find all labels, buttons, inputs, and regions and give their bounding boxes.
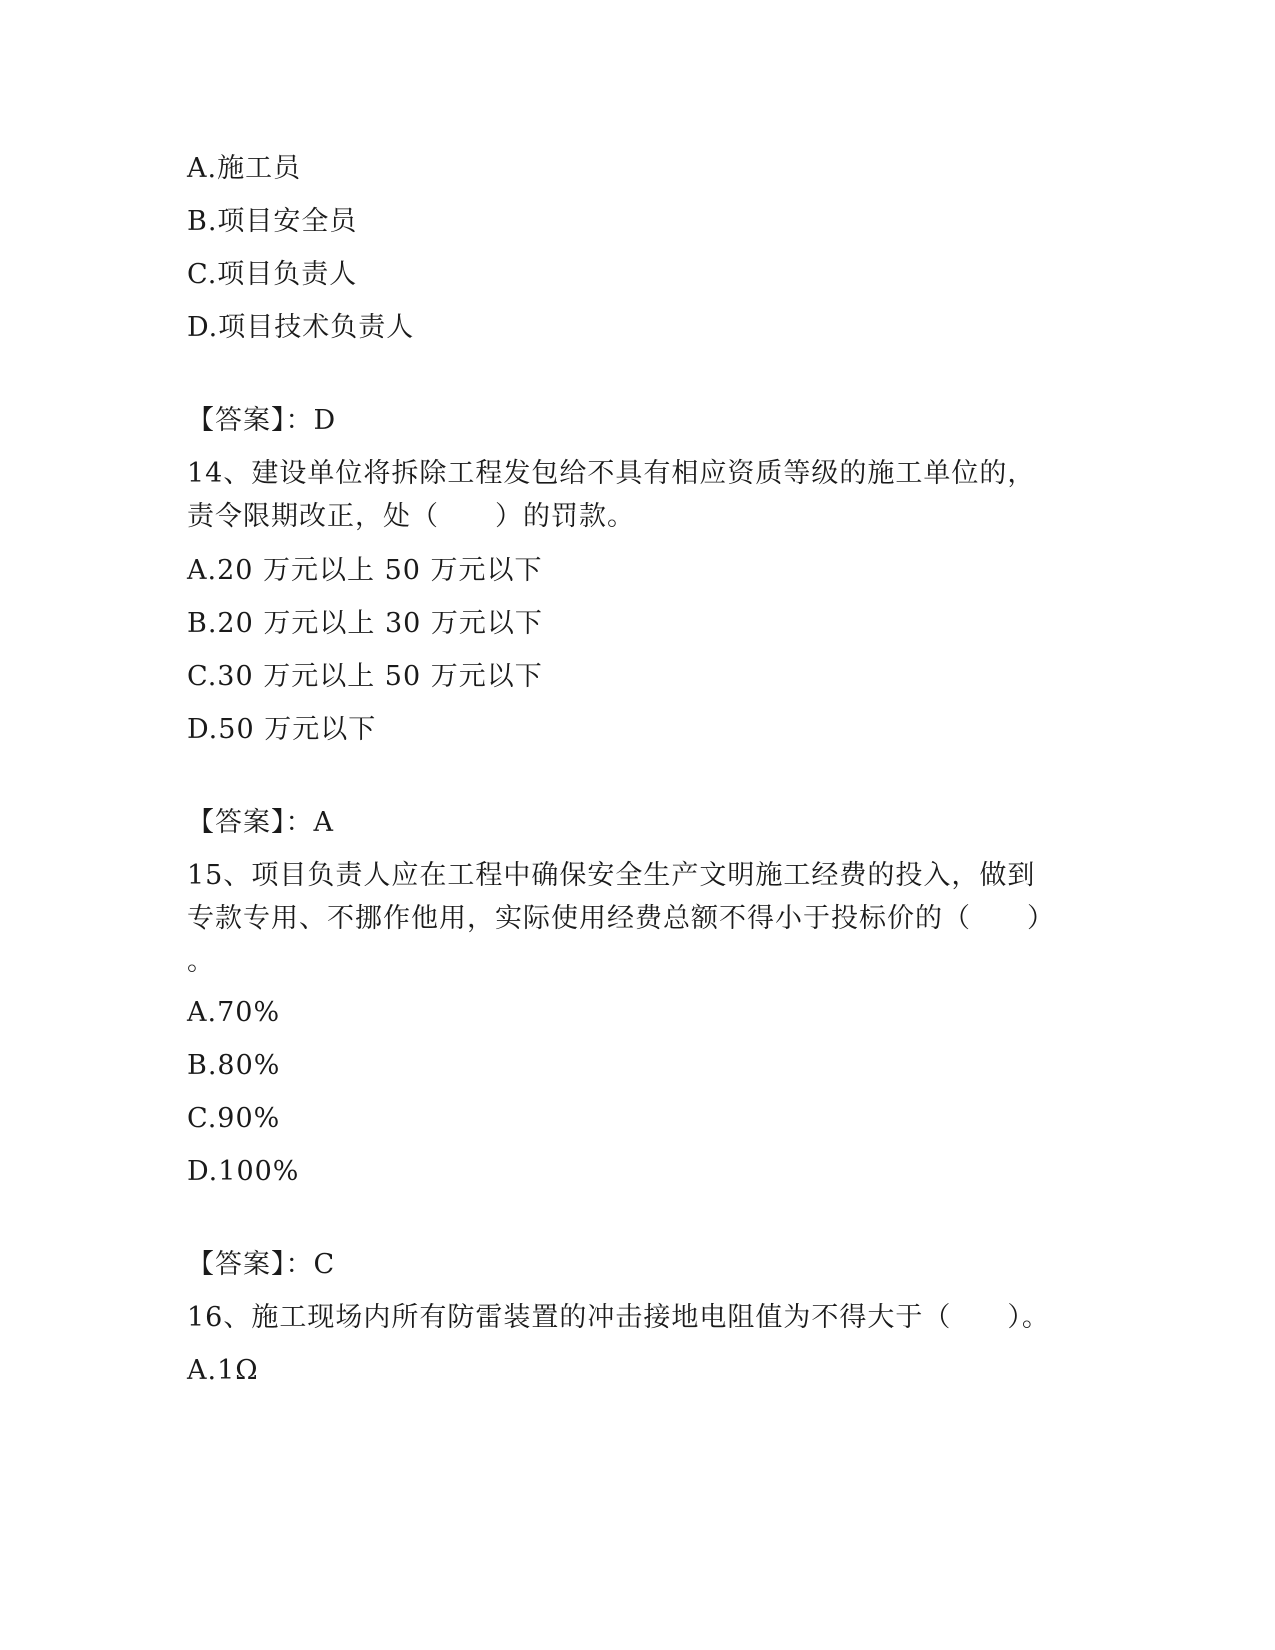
q14-answer: 【答案】：A: [187, 807, 334, 838]
q13-option-b: B.项目安全员: [187, 206, 358, 237]
q15-option-a: A.70%: [187, 997, 281, 1028]
q15-option-b: B.80%: [187, 1050, 281, 1081]
q15-question-line2: 专款专用、不挪作他用，实际使用经费总额不得小于投标价的（ ）: [187, 903, 1055, 934]
q15-question-line3: 。: [187, 946, 215, 977]
q15-option-c: C.90%: [187, 1103, 281, 1134]
q14-option-a: A.20 万元以上 50 万元以下: [187, 555, 543, 586]
q14-question-line2: 责令限期改正，处（ ）的罚款。: [187, 501, 635, 532]
q14-option-c: C.30 万元以上 50 万元以下: [187, 661, 543, 692]
q14-option-d: D.50 万元以下: [187, 714, 377, 745]
q15-option-d: D.100%: [187, 1156, 300, 1187]
q15-question-line1: 15、项目负责人应在工程中确保安全生产文明施工经费的投入，做到: [187, 860, 1036, 891]
q15-answer: 【答案】：C: [187, 1249, 336, 1280]
q13-answer: 【答案】：D: [187, 405, 337, 436]
q16-option-a: A.1Ω: [187, 1355, 259, 1386]
q13-option-d: D.项目技术负责人: [187, 312, 415, 343]
q14-option-b: B.20 万元以上 30 万元以下: [187, 608, 543, 639]
q13-option-c: C.项目负责人: [187, 259, 358, 290]
q13-option-a: A.施工员: [187, 153, 302, 184]
q14-question-line1: 14、建设单位将拆除工程发包给不具有相应资质等级的施工单位的，: [187, 458, 1036, 489]
q16-question-line1: 16、施工现场内所有防雷装置的冲击接地电阻值为不得大于（ ）。: [187, 1302, 1050, 1333]
